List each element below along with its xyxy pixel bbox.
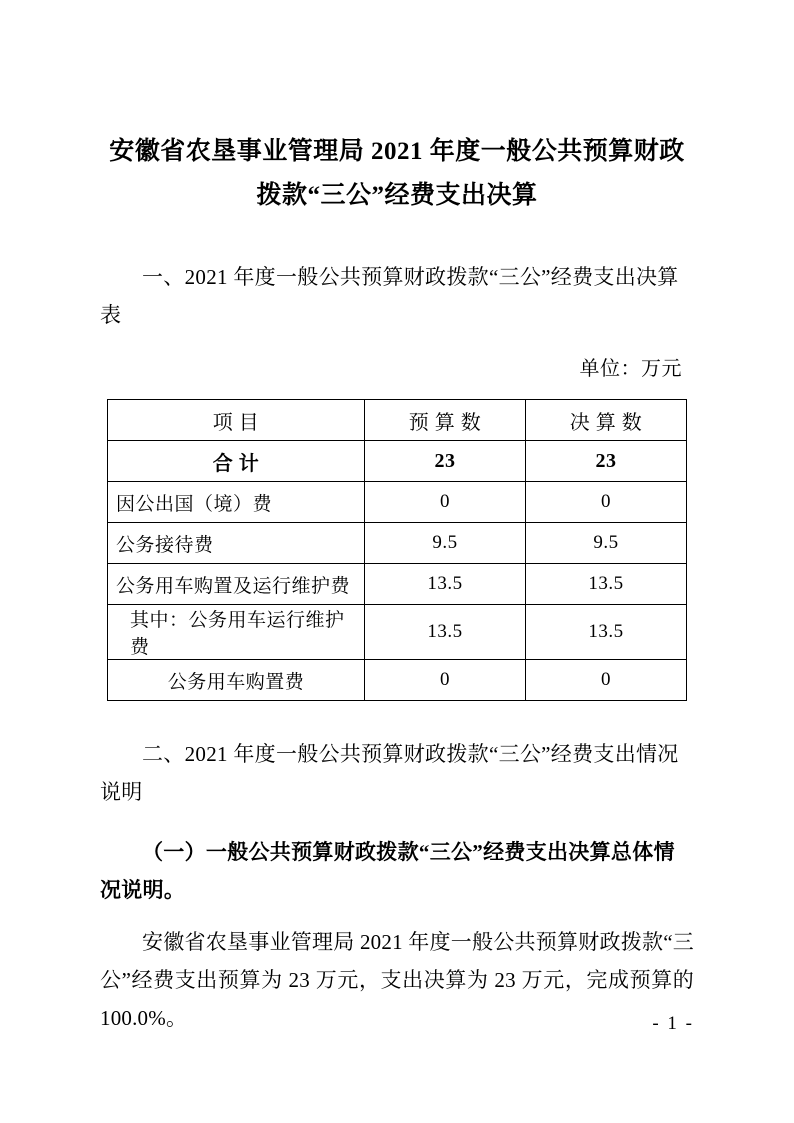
section-two-heading: 二、2021 年度一般公共预算财政拨款“三公”经费支出情况说明 xyxy=(100,742,679,804)
table-row xyxy=(108,660,687,701)
row-final: 9.5 xyxy=(526,523,687,564)
row-label: 公务用车购置及运行维护费 xyxy=(108,564,365,605)
row-label: 公务用车购置费 xyxy=(108,660,365,701)
column-header-final: 决 算 数 xyxy=(526,400,687,441)
table-body xyxy=(108,400,687,701)
row-budget: 13.5 xyxy=(365,564,526,605)
unit-note: 单位：万元 xyxy=(579,358,682,380)
page-title: 安徽省农垦事业管理局 2021 年度一般公共预算财政拨款“三公”经费支出决算 xyxy=(109,138,685,209)
table-header-row xyxy=(108,400,687,441)
row-label: 合 计 xyxy=(108,441,365,482)
row-budget: 23 xyxy=(365,441,526,482)
row-label: 公务接待费 xyxy=(108,523,365,564)
row-budget: 13.5 xyxy=(365,605,526,660)
budget-table xyxy=(107,399,687,701)
row-label: 其中：公务用车运行维护费 xyxy=(108,605,365,660)
row-budget: 0 xyxy=(365,660,526,701)
column-header-budget: 预 算 数 xyxy=(365,400,526,441)
table-row xyxy=(108,523,687,564)
row-label: 因公出国（境）费 xyxy=(108,482,365,523)
body-paragraph: 安徽省农垦事业管理局 2021 年度一般公共预算财政拨款“三公”经费支出预算为 23 万元，支出决算为 23 万元，完成预算的 100.0%。 xyxy=(100,930,694,1030)
table-row xyxy=(108,482,687,523)
page-number: - 1 - xyxy=(652,1013,694,1034)
row-budget: 0 xyxy=(365,482,526,523)
section-one-heading: 一、2021 年度一般公共预算财政拨款“三公”经费支出决算表 xyxy=(100,265,679,327)
row-final: 13.5 xyxy=(526,605,687,660)
column-header-item: 项 目 xyxy=(108,400,365,441)
row-final: 13.5 xyxy=(526,564,687,605)
table-row xyxy=(108,564,687,605)
subsection-heading: （一）一般公共预算财政拨款“三公”经费支出决算总体情况说明。 xyxy=(100,840,675,902)
row-final: 0 xyxy=(526,482,687,523)
row-budget: 9.5 xyxy=(365,523,526,564)
table-row xyxy=(108,605,687,660)
row-final: 23 xyxy=(526,441,687,482)
row-final: 0 xyxy=(526,660,687,701)
table-row xyxy=(108,441,687,482)
